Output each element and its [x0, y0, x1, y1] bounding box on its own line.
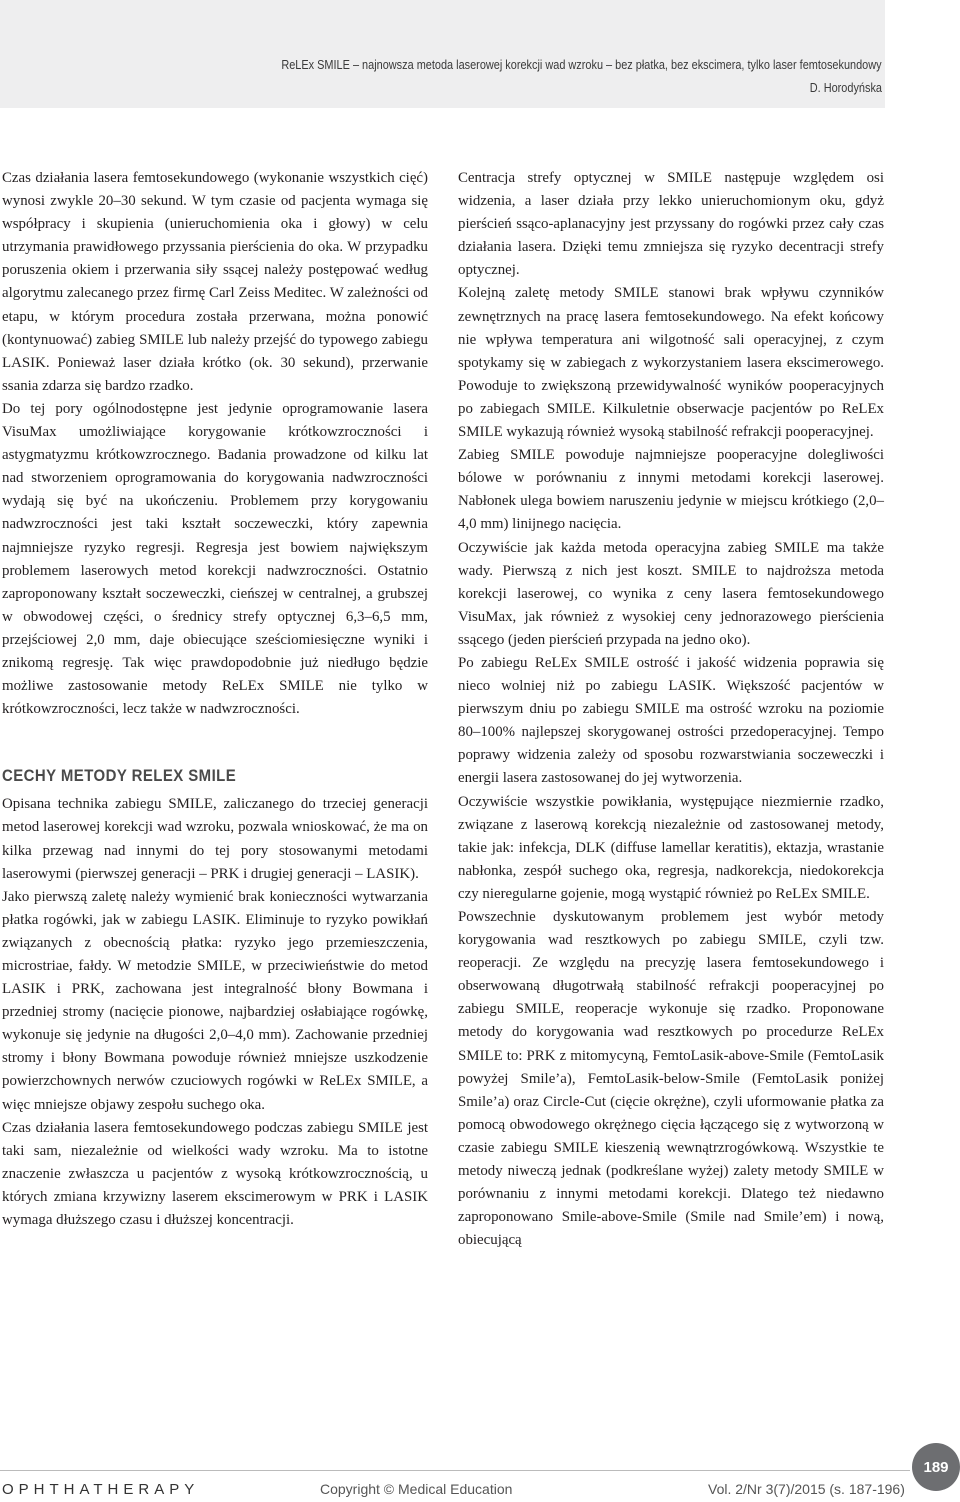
header-band	[0, 0, 885, 108]
paragraph: Zabieg SMILE powoduje najmniejsze pooperacyjne dolegliwości bólowe w porównaniu z innymi metodami korekcji laserowej. Nabłonek ulega bowiem naruszeniu jedynie w miejscu krótkiego (2,0–4,0 mm) linijnego nacięcia.	[458, 447, 884, 533]
journal-logo: OPHTHATHERAPY	[2, 1481, 200, 1498]
paragraph: Opisana technika zabiegu SMILE, zaliczanego do trzeciej generacji metod laserowej korekcji wad wzroku, pozwala wnioskować, że ma on kilka przewag nad innymi do tej pory stosowanymi metodami laserowymi (pierwszej generacji – PRK i drugiej generacji – LASIK).	[2, 796, 428, 882]
paragraph: Oczywiście wszystkie powikłania, występujące niezmiernie rzadko, związane z laserową korekcją niezależnie od zastosowanej metody, takie jak: infekcja, DLK (diffuse lamellar keratitis), ektazja, wrastanie nabłonka, zespół suchego oka, regresja, nadkorekcja, niedokorekcja czy nieregularne gojenie, mogą wystąpić również po ReLEx SMILE.	[458, 793, 884, 902]
footer-volume: Vol. 2/Nr 3(7)/2015 (s. 187-196)	[708, 1481, 905, 1497]
footer-rule	[0, 1470, 910, 1471]
footer-copyright: Copyright © Medical Education	[320, 1481, 513, 1497]
paragraph: Centracja strefy optycznej w SMILE następuje względem osi widzenia, a laser działa przy lekko unieruchomionym oku, gdyż pierścień ssąco-aplanacyjny jest przyssany do rogówki przez cały czas działania lasera. Dzięki temu zmniejsza się ryzyko decentracji strefy optycznej.	[458, 170, 884, 279]
footer	[0, 1481, 960, 1502]
paragraph: Czas działania lasera femtosekundowego (wykonanie wszystkich cięć) wynosi zwykle 20–30 sekund. W tym czasie od pacjenta wymaga się współpracy i skupienia (unieruchomienia oka i głowy) w celu utrzymania prawidłowego przyssania pierścienia do oka. W przypadku poruszenia okiem i przerwania siły ssącej należy postępować według algorytmu zalecanego przez firmę Carl Zeiss Meditec. W zależności od etapu, w którym procedura została przerwana, można ponowić (kontynuować) zabieg SMILE lub należy przejść do typowego zabiegu LASIK. Ponieważ laser działa krótko (ok. 30 sekund), przerwanie ssania zdarza się bardzo rzadko.	[2, 170, 428, 394]
paragraph: Jako pierwszą zaletę należy wymienić brak konieczności wytwarzania płatka rogówki, jak w zabiegu LASIK. Eliminuje to ryzyko powikłań związanych z obecnością płatka: ryzyko jego przemieszczenia, microstriae, fałdy. W metodzie SMILE, w przeciwieństwie do metod LASIK i PRK, zachowana jest integralność błony Bowmana i przedniej stromy (nacięcie pionowe, najbardziej osłabiające rogówkę, wykonuje się jedynie na długości 2,0–4,0 mm). Zachowanie przedniej stromy i błony Bowmana powoduje również mniejsze uszkodzenie powierzchownych nerwów czuciowych rogówki w ReLEx SMILE, a więc mniejsze objawy zespołu suchego oka.	[2, 888, 428, 1113]
left-column	[2, 167, 428, 1232]
running-header-title: ReLEx SMILE – najnowsza metoda laserowej korekcji wad wzroku – bez płatka, bez ekscimera, tylko laser femtosekundowy	[281, 57, 882, 72]
running-header-author: D. Horodyńska	[809, 80, 882, 95]
paragraph: Oczywiście jak każda metoda operacyjna zabieg SMILE ma także wady. Pierwszą z nich jest koszt. SMILE to najdroższa metoda korekcji laserowej, co wynika z ceny lasera femtosekundowego VisuMax, jak również z wysokiej ceny jednorazowego pierścienia ssącego (jeden pierścień przypada na jedno oko).	[458, 539, 884, 648]
paragraph: Czas działania lasera femtosekundowego podczas zabiegu SMILE jest taki sam, niezależnie od wielkości wady wzroku. Ma to istotne znaczenie zwłaszcza u pacjentów z wysoką krótkowzrocznością, u których zmiana krzywizny laserem ekscimerowym w PRK i LASIK wymaga dłuższego czasu i dłuższej koncentracji.	[2, 1119, 428, 1229]
right-column	[458, 167, 884, 1252]
paragraph: Do tej pory ogólnodostępne jest jedynie oprogramowanie lasera VisuMax umożliwiające korygowanie krótkowzroczności i astygmatyzmu krótkowzrocznego. Badania prowadzone od kilku lat nad stworzeniem oprogramowania do korygowania nadwzroczności wydają się być na ukończeniu. Problemem przy korygowaniu nadwzroczności jest taki kształt soczeweczki, który zapewnia najmniejsze ryzyko regresji. Regresja jest bowiem największym problemem laserowych metod korekcji nadwzroczności. Ostatnio zaproponowany kształt soczeweczki, cieńszej w centralnej, a grubszej w obwodowej części, o średnicy strefy optycznej 6,3–6,5 mm, przejściowej 2,0 mm, daje obiecujące sześciomiesięczne wyniki i znikomą regresję. Tak więc prawdopodobnie już niedługo będzie możliwe zastosowanie metody ReLEx SMILE nie tylko w krótkowzroczności, lecz także w nadwzroczności.	[2, 400, 428, 718]
page-number: 189	[923, 1458, 949, 1476]
paragraph: Kolejną zaletę metody SMILE stanowi brak wpływu czynników zewnętrznych na pracę lasera femtosekundowego. Na efekt końcowy nie wpływa temperatura ani wilgotność sali operacyjnej, z czym spotykamy się w zabiegach z wykorzystaniem lasera ekscimerowego. Powoduje to zwiększoną przewidywalność wyników pooperacyjnych po zabiegach SMILE. Kilkuletnie obserwacje pacjentów po ReLEx SMILE wykazują również wysoką stabilność refrakcji pooperacyjnej.	[458, 285, 884, 441]
paragraph: Powszechnie dyskutowanym problemem jest wybór metody korygowania wad resztkowych po zabiegu SMILE, czyli tzw. reoperacji. Ze względu na precyzję lasera femtosekundowego i obserwowaną długotrwałą stabilność refrakcji pooperacyjnej po zabiegu SMILE, reoperacje wykonuje się rzadko. Proponowane metody do korygowania wad resztkowych po procedurze ReLEx SMILE to: PRK z mitomycyną, FemtoLasik-above-Smile (FemtoLasik powyżej Smile’a), FemtoLasik-below-Smile (FemtoLasik poniżej Smile’a) oraz Circle-Cut (cięcie okrężne), czyli uformowanie płatka za pomocą obwodowego okrężnego cięcia łączącego się z wytworzoną w czasie zabiegu SMILE kieszenią wewnątrzrogówkową. Wszystkie te metody niweczą jednak (podkreślane wyżej) zalety metody SMILE w porównaniu z innymi metodami korekcji. Dlatego też niedawno zaproponowano Smile-above-Smile (Smile nad Smile’em) i nową, obiecującą	[458, 909, 884, 1249]
paragraph: Po zabiegu ReLEx SMILE ostrość i jakość widzenia poprawia się nieco wolniej niż po zabiegu LASIK. Większość pacjentów w pierwszym dniu po zabiegu SMILE ma ostrość wzroku na poziomie 80–100% najlepszej skorygowanej ostrości przedoperacyjnej. Tempo poprawy widzenia zależy od sposobu rozwarstwiania soczeweczki i energii lasera zastosowanej do jej wytworzenia.	[458, 654, 884, 787]
section-heading: CECHY METODY RELEX SMILE	[2, 766, 237, 786]
